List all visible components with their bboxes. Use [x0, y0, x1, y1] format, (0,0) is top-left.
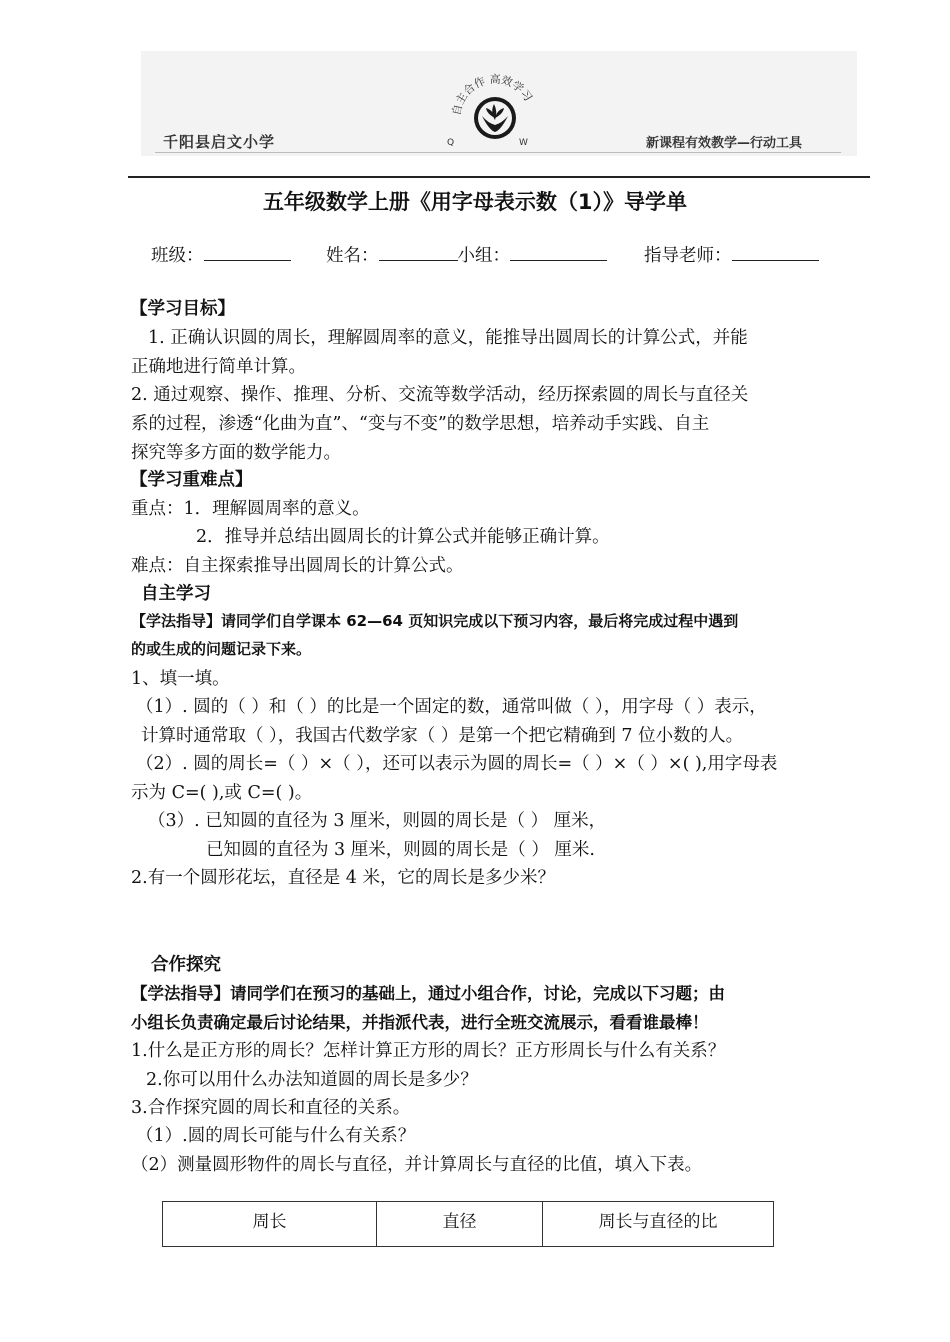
class-label: 班级： — [151, 246, 204, 266]
coop-question-1: 1.什么是正方形的周长？怎样计算正方形的周长？正方形周长与什么有关系？ — [131, 1041, 726, 1061]
goal-1-line-b: 正确地进行简单计算。 — [131, 357, 306, 377]
question-1-2-line-b: 示为 C=( ),或 C=( )。 — [131, 783, 313, 803]
coop-question-3-2: （2）测量圆形物件的周长与直径，并计算周长与直径的比值，填入下表。 — [131, 1155, 703, 1175]
keypoints-heading: 【学习重难点】 — [130, 470, 253, 490]
self-study-guide-a: 【学法指导】请同学们自学课本 62—64 页知识完成以下预习内容，最后将完成过程中遇到 — [131, 612, 739, 630]
question-1-3-line-b: 已知圆的直径为 3 厘米，则圆的周长是（ ） 厘米. — [206, 840, 595, 860]
question-1-1-line-a: （1）. 圆的（ ）和（ ）的比是一个固定的数，通常叫做（ ），用字母（ ）表示， — [136, 697, 767, 717]
group-label: 小组： — [457, 246, 510, 266]
teacher-field[interactable] — [644, 242, 819, 267]
class-blank[interactable] — [204, 242, 291, 261]
name-field[interactable] — [326, 242, 607, 267]
table-header-row — [163, 1202, 774, 1247]
goals-heading: 【学习目标】 — [130, 299, 235, 319]
difficulty: 难点：自主探索推导出圆周长的计算公式。 — [131, 556, 464, 576]
coop-guide-a: 【学法指导】请同学们在预习的基础上，通过小组合作，讨论，完成以下习题；由 — [131, 984, 725, 1003]
self-study-guide-b: 的或生成的问题记录下来。 — [131, 640, 312, 658]
name-label: 姓名： — [326, 246, 379, 266]
goal-2-line-b: 系的过程，渗透“化曲为直”、“变与不变”的数学思想，培养动手实践、自主 — [131, 414, 710, 434]
coop-question-3-1: （1）.圆的周长可能与什么有关系？ — [136, 1126, 416, 1146]
question-2: 2.有一个圆形花坛，直径是 4 米，它的周长是多少米？ — [131, 868, 555, 888]
logo-letter-q: Q — [447, 138, 455, 148]
school-logo-icon — [440, 70, 550, 150]
group-blank[interactable] — [510, 242, 607, 261]
measurement-table — [162, 1201, 774, 1247]
banner-divider — [155, 152, 841, 153]
goal-2-line-c: 探究等多方面的数学能力。 — [131, 443, 341, 463]
goal-2-line-a: 2. 通过观察、操作、推理、分析、交流等数学活动，经历探索圆的周长与直径关 — [131, 385, 749, 405]
table-header-cell: 周长与直径的比 — [543, 1202, 774, 1247]
keypoint-2: 2．推导并总结出圆周长的计算公式并能够正确计算。 — [196, 527, 610, 547]
teacher-blank[interactable] — [732, 242, 819, 261]
coop-question-3: 3.合作探究圆的周长和直径的关系。 — [131, 1098, 411, 1118]
self-study-heading: 自主学习 — [141, 584, 211, 604]
header-rule — [128, 176, 870, 178]
question-1-2-line-a: （2）. 圆的周长=（ ）×（ ），还可以表示为圆的周长=（ ）×（ ）×( ),用字母表 — [136, 754, 778, 774]
question-1: 1、填一填。 — [131, 669, 230, 689]
page-title: 五年级数学上册《用字母表示数（1）》导学单 — [262, 190, 688, 214]
table-header-cell: 直径 — [377, 1202, 543, 1247]
class-field[interactable] — [151, 242, 291, 267]
question-1-3-line-a: （3）. 已知圆的直径为 3 厘米，则圆的周长是（ ） 厘米， — [148, 811, 607, 831]
table-header-cell: 周长 — [163, 1202, 377, 1247]
goal-1-line-a: 1. 正确认识圆的周长，理解圆周率的意义，能推导出圆周长的计算公式，并能 — [148, 328, 748, 348]
coop-guide-b: 小组长负责确定最后讨论结果，并指派代表，进行全班交流展示，看看谁最棒！ — [131, 1013, 709, 1032]
question-1-1-line-b: 计算时通常取（ ），我国古代数学家（ ）是第一个把它精确到 7 位小数的人。 — [141, 726, 744, 746]
header-slogan: 新课程有效教学—行动工具 — [646, 136, 803, 151]
logo-motto: 自主合作 高效学习 — [449, 72, 535, 117]
coop-heading: 合作探究 — [151, 955, 221, 975]
coop-question-2: 2.你可以用什么办法知道圆的周长是多少？ — [146, 1070, 478, 1090]
logo-letter-w: W — [519, 138, 528, 148]
keypoint-1: 重点：1．理解圆周率的意义。 — [131, 499, 370, 519]
school-name: 千阳县启文小学 — [163, 133, 276, 151]
teacher-label: 指导老师： — [644, 246, 732, 266]
name-blank[interactable] — [379, 242, 458, 261]
